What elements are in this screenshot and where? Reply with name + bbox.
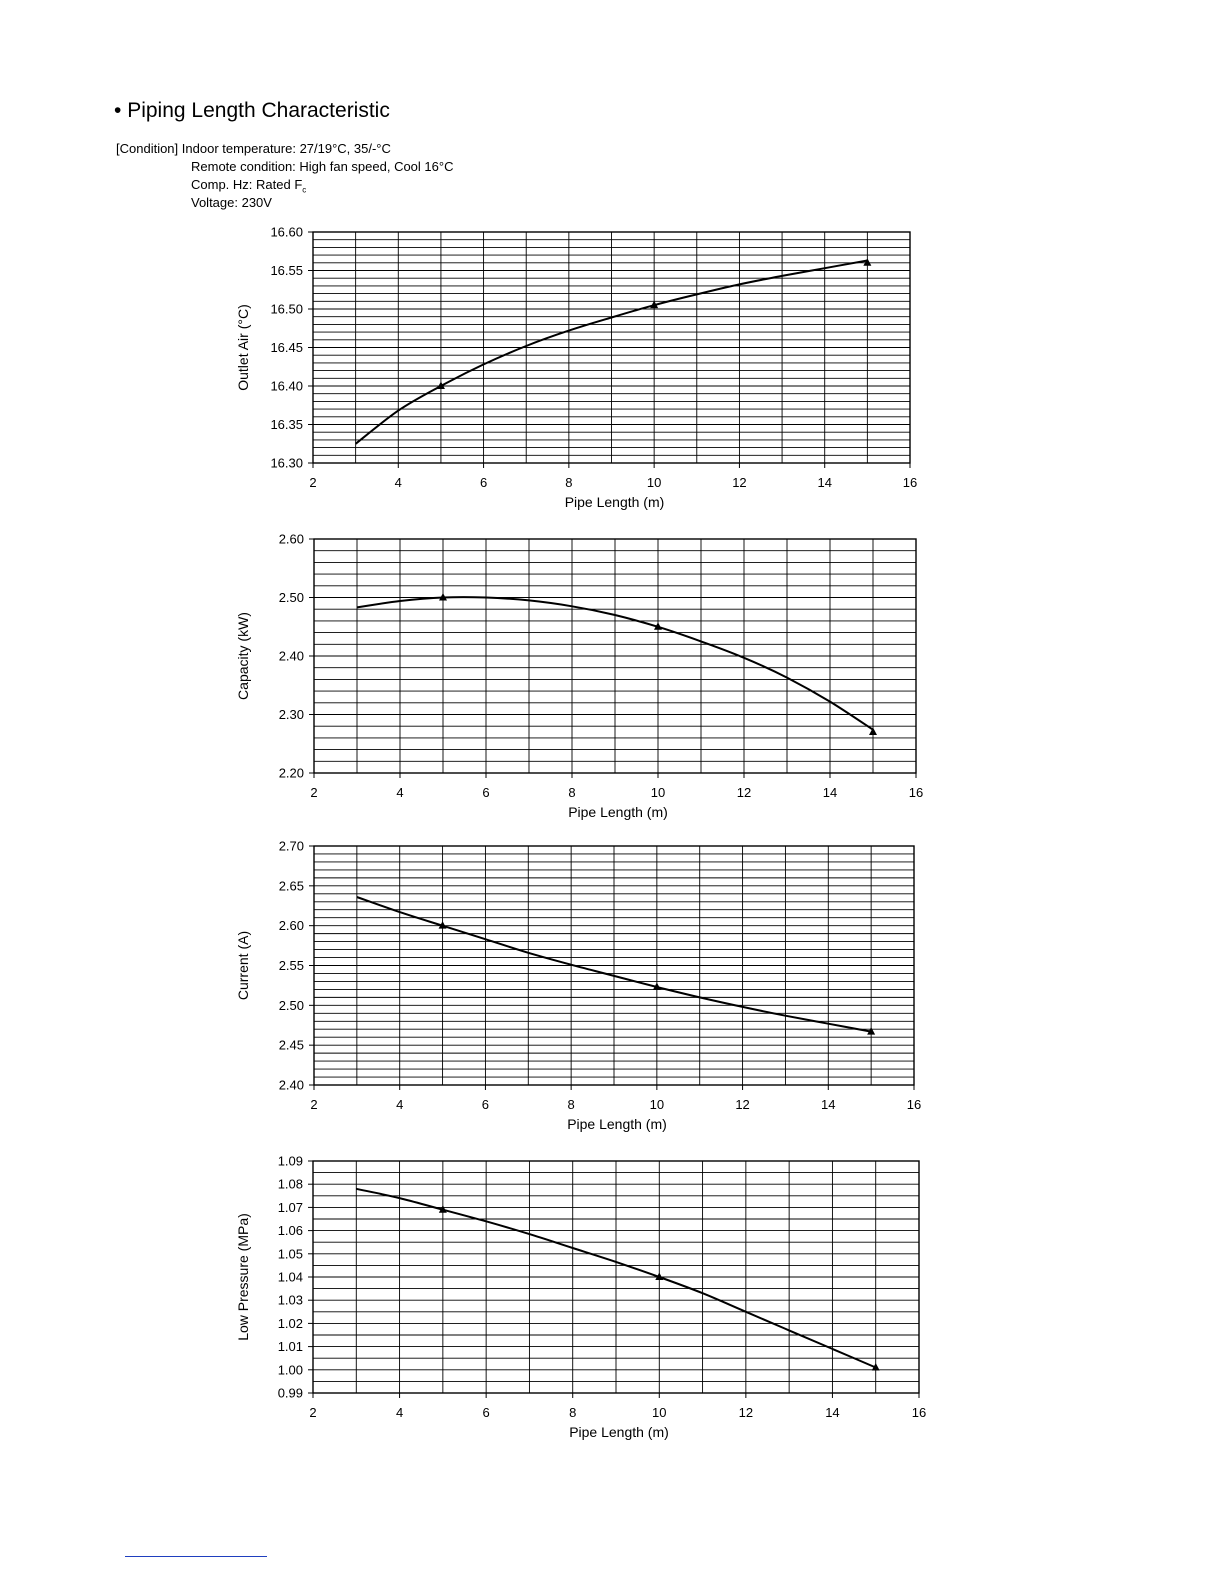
y-axis-label: Low Pressure (MPa) <box>235 1213 251 1341</box>
x-tick-label: 8 <box>567 1097 575 1112</box>
x-tick-label: 16 <box>908 785 924 800</box>
y-tick-label: 16.30 <box>270 455 303 471</box>
y-tick-label: 2.50 <box>278 997 304 1013</box>
x-tick-label: 4 <box>394 475 402 490</box>
y-tick-label: 2.40 <box>278 1077 304 1093</box>
page-title: Piping Length Characteristic <box>127 99 390 122</box>
comp-hz-subscript: c <box>302 185 307 195</box>
x-axis-label: Pipe Length (m) <box>569 1424 669 1440</box>
y-axis-label: Capacity (kW) <box>235 612 251 700</box>
x-tick-label: 16 <box>911 1405 927 1420</box>
y-tick-label: 1.09 <box>277 1153 303 1169</box>
x-tick-label: 6 <box>482 785 490 800</box>
y-tick-label: 2.50 <box>278 590 304 605</box>
x-tick-label: 8 <box>569 1405 577 1420</box>
x-tick-label: 12 <box>732 475 747 490</box>
y-tick-label: 0.99 <box>277 1385 303 1401</box>
footer-rule <box>125 1556 267 1557</box>
condition-voltage: Voltage: 230V <box>191 195 272 210</box>
x-tick-label: 12 <box>738 1405 754 1420</box>
y-tick-label: 1.07 <box>277 1199 303 1215</box>
y-tick-label: 2.45 <box>278 1037 304 1053</box>
x-tick-label: 14 <box>817 475 832 490</box>
x-tick-label: 16 <box>906 1097 922 1112</box>
x-tick-label: 8 <box>568 785 576 800</box>
y-tick-label: 2.30 <box>278 707 304 722</box>
x-tick-label: 14 <box>822 785 838 800</box>
condition-label: [Condition] <box>116 141 179 156</box>
x-tick-label: 12 <box>735 1097 750 1112</box>
x-tick-label: 4 <box>395 1405 404 1420</box>
x-tick-label: 10 <box>646 475 662 490</box>
x-tick-label: 4 <box>396 1097 404 1112</box>
y-axis-label: Outlet Air (°C) <box>235 304 251 391</box>
y-tick-label: 1.05 <box>277 1246 303 1262</box>
y-tick-label: 2.60 <box>278 918 304 934</box>
chart-1 <box>235 225 917 511</box>
y-tick-label: 16.50 <box>270 301 303 317</box>
y-tick-label: 2.40 <box>278 648 304 664</box>
chart-4 <box>235 1154 926 1441</box>
y-tick-label: 2.55 <box>278 958 304 973</box>
condition-remote: Remote condition: High fan speed, Cool 16°C <box>191 159 454 174</box>
x-tick-label: 14 <box>821 1097 836 1112</box>
y-tick-label: 16.35 <box>270 417 303 432</box>
x-tick-label: 2 <box>310 1097 318 1112</box>
y-tick-label: 2.20 <box>278 765 304 781</box>
y-tick-label: 2.70 <box>278 838 304 854</box>
y-tick-label: 1.01 <box>277 1339 303 1355</box>
y-tick-label: 1.03 <box>277 1292 303 1308</box>
x-tick-label: 2 <box>309 475 317 490</box>
x-tick-label: 16 <box>902 475 918 490</box>
y-tick-label: 1.06 <box>277 1223 303 1239</box>
y-tick-label: 2.60 <box>278 531 304 547</box>
x-axis-label: Pipe Length (m) <box>564 494 665 510</box>
comp-hz-text: Comp. Hz: Rated F <box>191 177 303 192</box>
x-tick-label: 6 <box>479 475 488 490</box>
y-tick-label: 1.02 <box>277 1315 303 1331</box>
x-tick-label: 6 <box>481 1097 490 1112</box>
x-tick-label: 10 <box>650 785 666 800</box>
chart-2 <box>235 532 923 821</box>
chart-3 <box>235 839 921 1133</box>
x-tick-label: 10 <box>652 1405 667 1420</box>
condition-indoor-temperature: Indoor temperature: 27/19°C, 35/-°C <box>181 141 391 156</box>
y-tick-label: 1.04 <box>277 1269 303 1285</box>
x-tick-label: 10 <box>649 1097 665 1112</box>
x-axis-label: Pipe Length (m) <box>568 804 668 820</box>
bullet: • <box>114 99 122 122</box>
x-tick-label: 2 <box>309 1405 317 1420</box>
x-tick-label: 4 <box>396 785 404 800</box>
data-point-marker <box>863 258 871 266</box>
x-axis-label: Pipe Length (m) <box>567 1116 667 1132</box>
x-tick-label: 2 <box>310 785 318 800</box>
x-tick-label: 12 <box>736 785 752 800</box>
y-tick-label: 16.60 <box>270 224 303 240</box>
y-tick-label: 16.40 <box>270 378 303 394</box>
x-tick-label: 14 <box>825 1405 840 1420</box>
y-tick-label: 16.55 <box>270 263 303 278</box>
y-axis-label: Current (A) <box>235 930 251 1001</box>
y-tick-label: 2.65 <box>278 878 304 894</box>
y-tick-label: 1.08 <box>277 1176 303 1192</box>
y-tick-label: 16.45 <box>270 340 303 355</box>
y-tick-label: 1.00 <box>277 1362 303 1378</box>
x-tick-label: 6 <box>482 1405 490 1420</box>
x-tick-label: 8 <box>565 475 573 490</box>
